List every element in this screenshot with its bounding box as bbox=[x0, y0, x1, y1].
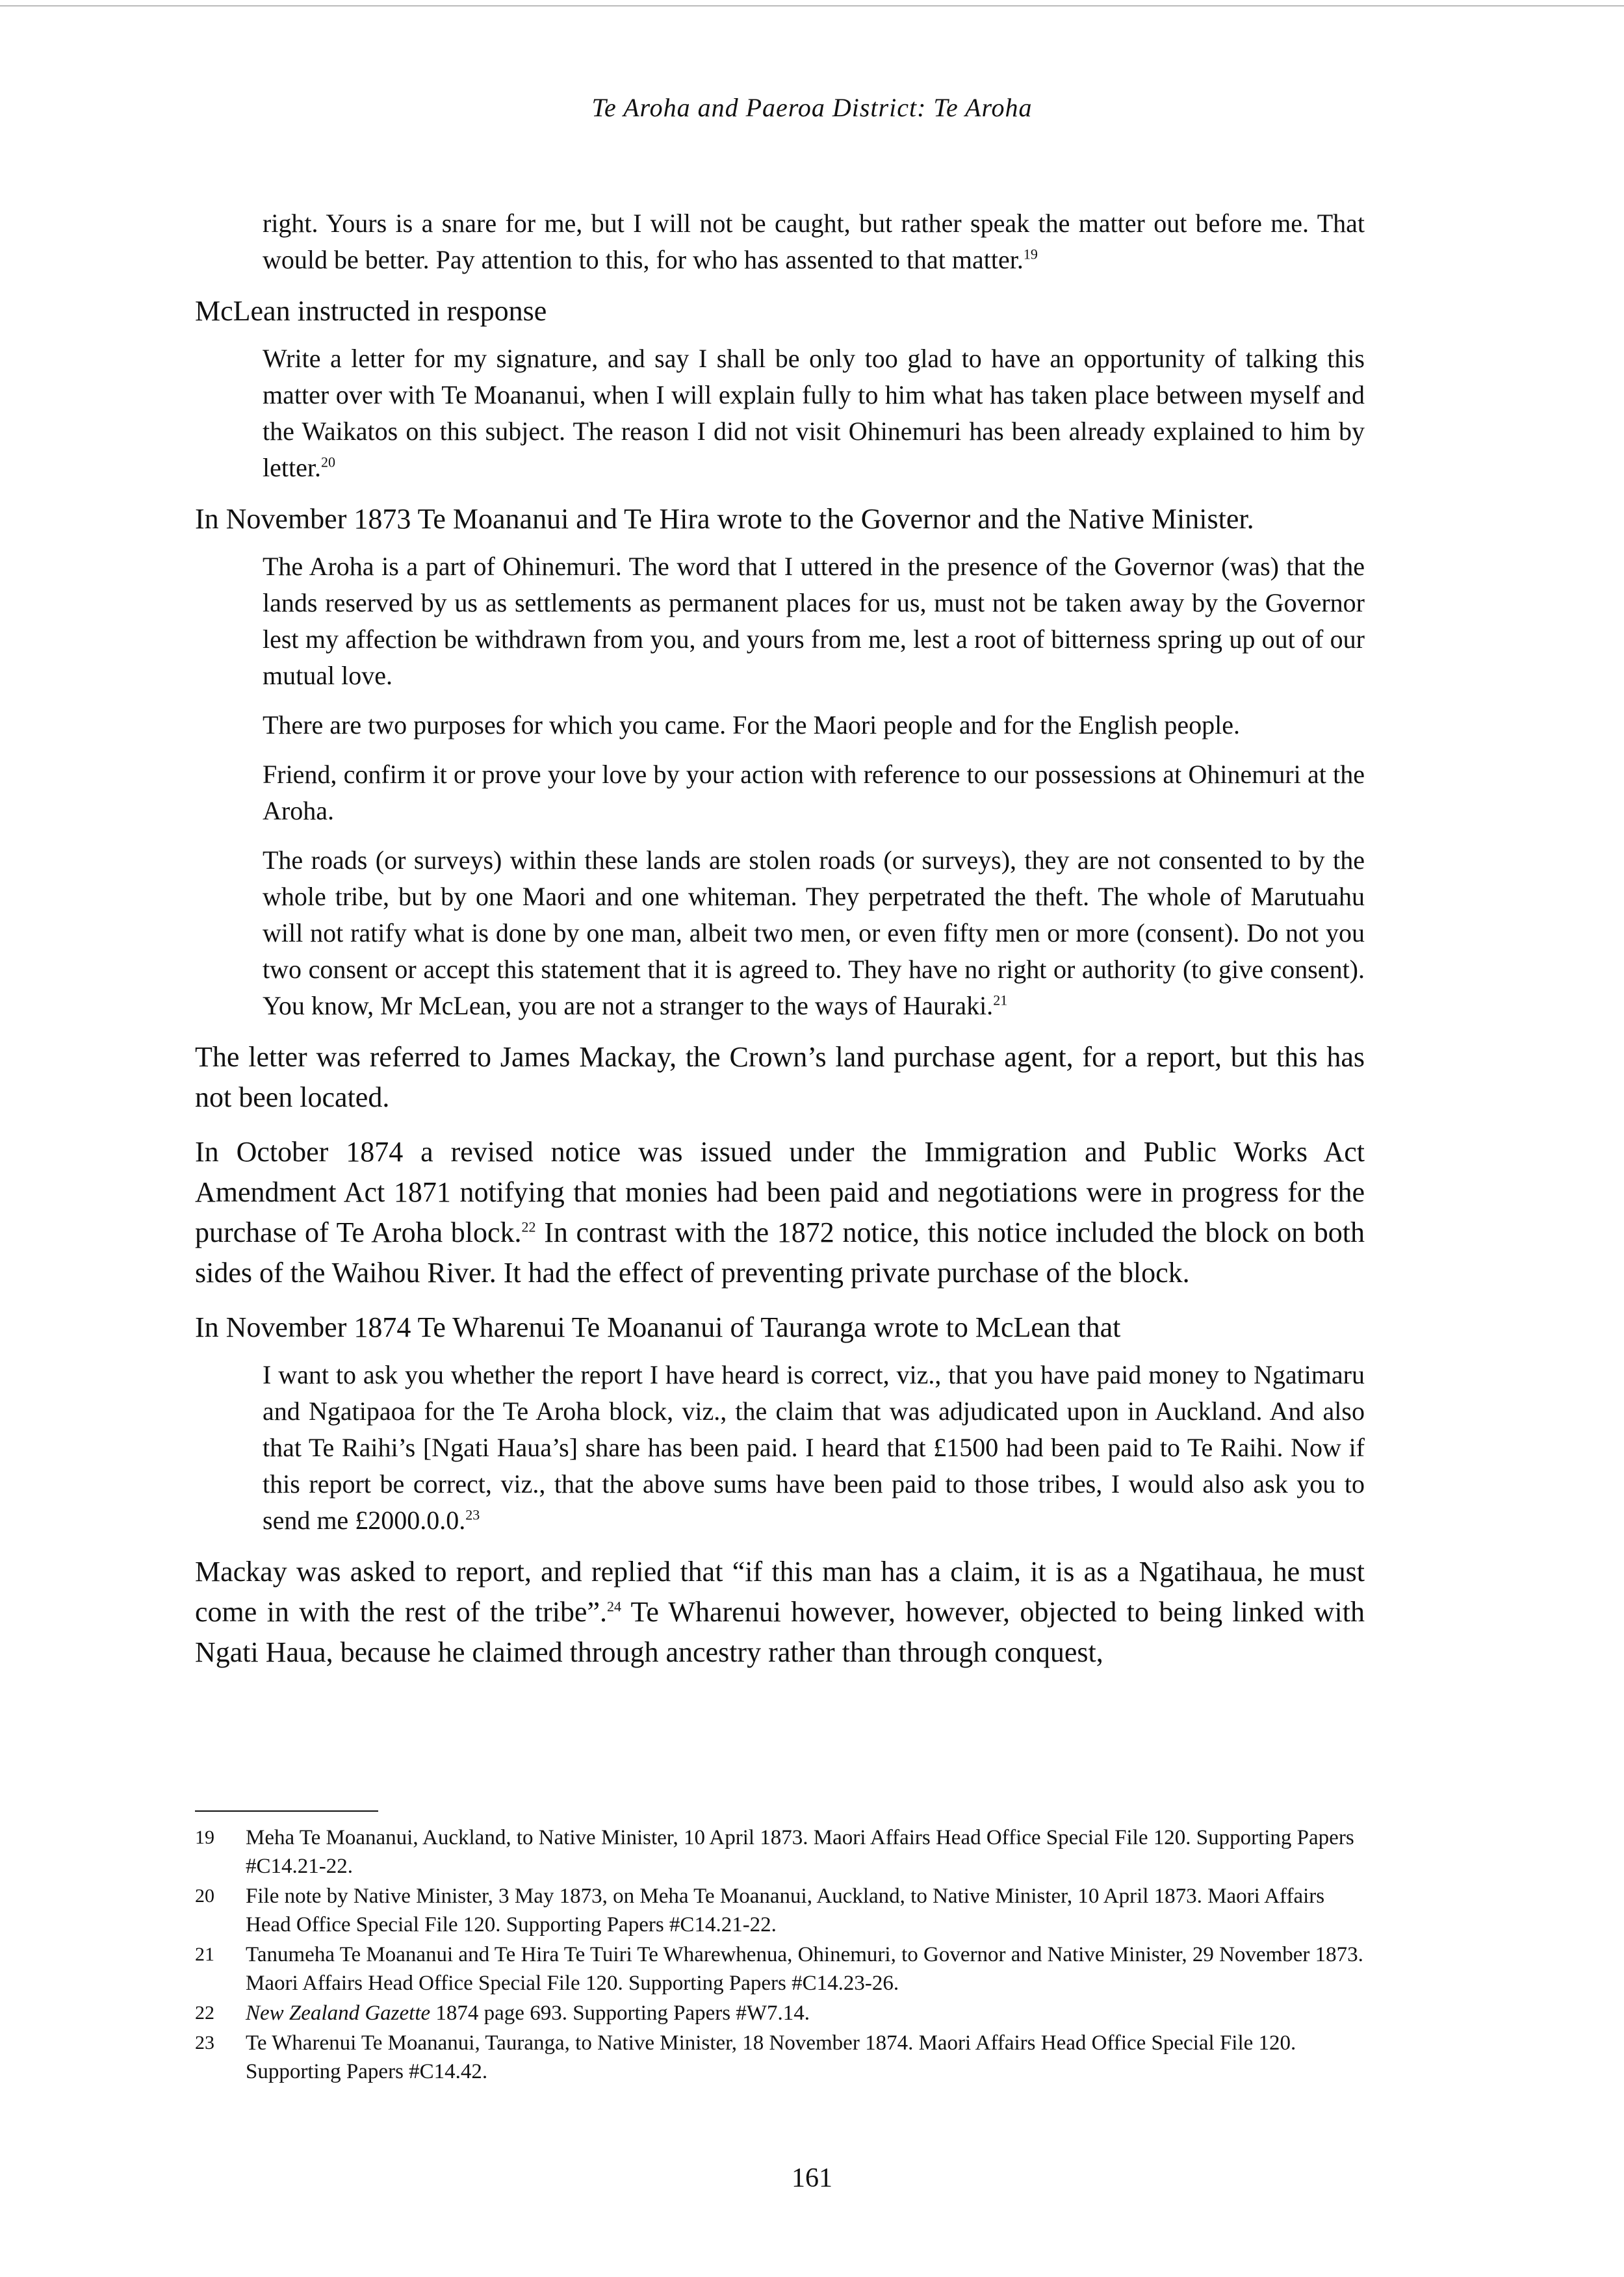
footnote-separator bbox=[195, 1810, 378, 1812]
quote-paragraph: Friend, confirm it or prove your love by your action with reference to our possessions at Ohinemuri at the Aroha. bbox=[263, 760, 1365, 825]
footnote-ref: 20 bbox=[320, 454, 335, 470]
quote-paragraph: I want to ask you whether the report I have heard is correct, viz., that you have paid money to Ngatimaru and Ngatipaoa for the Te Aroha block, viz., the claim that was adjudicated upon in Auckland. And also that Te Raihi’s [Ngati Haua’s] share has been paid. I heard that £1500 had been paid to Te Raihi. Now if this report be correct, viz., that the above sums have been paid to those tribes, I would also ask you to send me £2000.0.0.23 bbox=[263, 1360, 1365, 1535]
footnote-text: New Zealand Gazette 1874 page 693. Supporting Papers #W7.14. bbox=[246, 2001, 810, 2025]
footnote bbox=[195, 1940, 1365, 1998]
footnote-text: File note by Native Minister, 3 May 1873, on Meha Te Moananui, Auckland, to Native Minister, 10 April 1873. Maori Affairs Head Office Special File 120. Supporting Papers #C14.21-22. bbox=[246, 1885, 1325, 1936]
footnote-ref: 23 bbox=[465, 1506, 480, 1523]
quote-paragraph: The Aroha is a part of Ohinemuri. The word that I uttered in the presence of the Governor (was) that the lands reserved by us as settlements as permanent places for us, must not be taken away by the Governor lest my affection be withdrawn from you, and yours from me, lest a root of bitterness spring up out of our mutual love. bbox=[263, 552, 1365, 690]
paragraph: In November 1873 Te Moananui and Te Hira wrote to the Governor and the Native Minister. bbox=[195, 503, 1254, 535]
footnote-ref: 19 bbox=[1023, 246, 1038, 263]
footnote bbox=[195, 1823, 1365, 1881]
quote-paragraph: There are two purposes for which you came. For the Maori people and for the English people. bbox=[263, 710, 1240, 740]
quote-paragraph: The roads (or surveys) within these lands are stolen roads (or surveys), they are not consented to by the whole tribe, but by one Maori and one whiteman. They perpetrated the theft. The whole of Marutuahu will not ratify what is done by one man, albeit two men, or even fifty men or more (consent). Do not you two consent or accept this statement that it is agreed to. They have no right or authority (to give consent). You know, Mr McLean, you are not a stranger to the ways of Hauraki.$^{21}$ bbox=[263, 845, 1365, 1020]
footnote-text: Te Wharenui Te Moananui, Tauranga, to Native Minister, 18 November 1874. Maori Affairs Head Office Special File 120. Supporting Papers #C14.42. bbox=[246, 2031, 1296, 2083]
page-number: 161 bbox=[792, 2163, 832, 2193]
block-quote-4 bbox=[263, 1357, 1365, 1539]
block-quote-3 bbox=[263, 548, 1365, 1024]
footnote bbox=[195, 2029, 1365, 2086]
quote-paragraph: Write a letter for my signature, and say I shall be only too glad to have an opportunity of talking this matter over with Te Moananui, when I will explain fully to him what has taken place between myself and the Waikatos on this subject. The reason I did not visit Ohinemuri has been already explained to him by letter.$^{20}$ bbox=[263, 344, 1365, 482]
footnote-ref: 22 bbox=[521, 1218, 536, 1235]
paragraph: In November 1874 Te Wharenui Te Moananui of Tauranga wrote to McLean that bbox=[195, 1311, 1121, 1343]
paragraph: Mackay was asked to report, and replied that “if this man has a claim, it is as a Ngatihaua, he must come in with the rest of the tribe”.$^{24}$ Te Wharenui however, however, objected to being linked with Ngati Haua, because he claimed through ancestry rather than through conquest, bbox=[195, 1556, 1365, 1668]
footnote bbox=[195, 1882, 1365, 1939]
footnote-number: 19 bbox=[195, 1827, 214, 1848]
block-quote-2 bbox=[263, 341, 1365, 486]
footnote-number: 21 bbox=[195, 1944, 214, 1965]
paragraph: The letter was referred to James Mackay, the Crown’s land purchase agent, for a report, but this has not been located. bbox=[195, 1041, 1365, 1113]
footnote-number: 22 bbox=[195, 2002, 214, 2024]
footnote-number: 23 bbox=[195, 2032, 214, 2053]
scan-edge-line bbox=[0, 5, 1624, 6]
paragraph: In October 1874 a revised notice was issued under the Immigration and Public Works Act Amendment Act 1871 notifying that monies had been paid and negotiations were in progress for the purchase of Te Aroha block.$^{22}$ In contrast with the 1872 notice, this notice included the block on both sides of the Waihou River. It had the effect of preventing private purchase of the block. bbox=[195, 1136, 1365, 1289]
footnote-ref: 24 bbox=[607, 1598, 621, 1615]
main-text bbox=[195, 205, 1365, 1687]
running-head: Te Aroha and Paeroa District: Te Aroha bbox=[591, 93, 1033, 122]
footnote-text: Meha Te Moananui, Auckland, to Native Minister, 10 April 1873. Maori Affairs Head Office Special File 120. Supporting Papers #C14.21-22. bbox=[246, 1826, 1354, 1878]
block-quote-1 bbox=[263, 205, 1365, 278]
footnotes bbox=[195, 1823, 1365, 2087]
footnote-number: 20 bbox=[195, 1885, 214, 1907]
footnote-text: Tanumeha Te Moananui and Te Hira Te Tuiri Te Wharewhenua, Ohinemuri, to Governor and Native Minister, 29 November 1873. Maori Affairs Head Office Special File 120. Supporting Papers #C14.23-26. bbox=[246, 1943, 1363, 1995]
paragraph: McLean instructed in response bbox=[195, 295, 547, 327]
publication-title: New Zealand Gazette bbox=[246, 2001, 431, 2025]
footnote-ref: 21 bbox=[993, 992, 1008, 1009]
quote-paragraph: right. Yours is a snare for me, but I will not be caught, but rather speak the matter out before me. That would be better. Pay attention to this, for who has assented to that matter.$^{19}$ bbox=[263, 209, 1365, 274]
footnote bbox=[195, 1999, 1365, 2027]
